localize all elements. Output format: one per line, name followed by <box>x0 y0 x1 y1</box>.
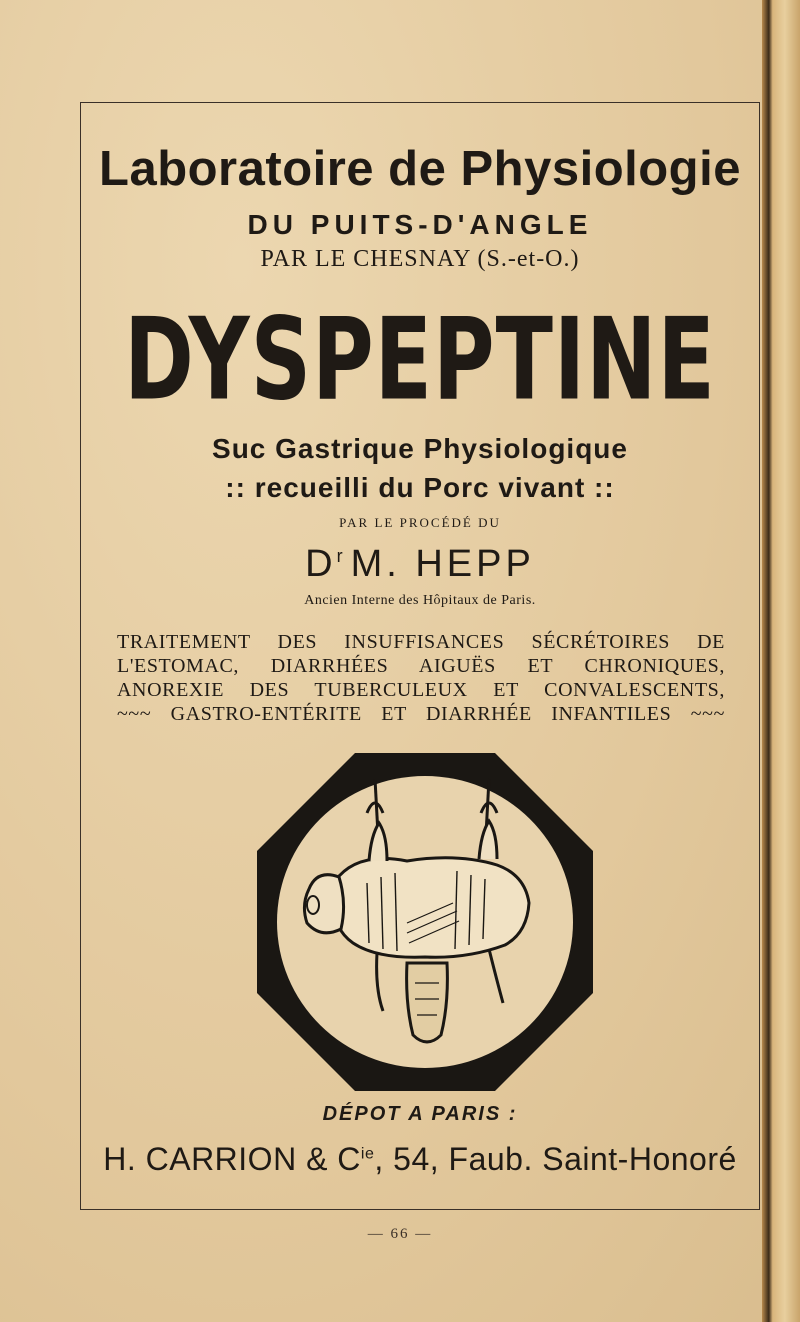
depot-company-sup: ie <box>360 1145 375 1163</box>
process-label: PAR LE PROCÉDÉ DU <box>339 515 501 530</box>
doctor-title: Ancien Interne des Hôpitaux de Paris. <box>304 593 536 608</box>
depot-address <box>81 1141 759 1178</box>
indication-line: TRAITEMENT DES INSUFFISANCES SÉCRÉTOIRES DE <box>117 631 725 653</box>
page-number: — 66 — <box>367 1226 433 1242</box>
product-origin: :: recueilli du Porc vivant :: <box>225 472 615 503</box>
product-description: Suc Gastrique Physiologique <box>212 433 628 464</box>
indication-line: L'ESTOMAC, DIARRHÉES AIGUËS ET CHRONIQUES, <box>117 655 725 677</box>
laboratory-location: DU PUITS-D'ANGLE <box>247 209 593 240</box>
doctor-name <box>81 543 759 586</box>
doctor-surname: M. HEPP <box>350 543 535 585</box>
suspended-pig-illustration-icon <box>257 753 593 1091</box>
depot-company: H. CARRION & C <box>103 1141 361 1177</box>
product-name: DYSPEPTINE <box>124 293 716 426</box>
indication-line: ~~~ GASTRO-ENTÉRITE ET DIARRHÉE INFANTILES ~~~ <box>117 703 725 725</box>
laboratory-title: Laboratoire de Physiologie <box>99 142 741 196</box>
depot-street: , 54, Faub. Saint-Honoré <box>374 1141 737 1177</box>
doctor-prefix: D <box>305 543 337 585</box>
page-binding-edge <box>762 0 800 1322</box>
doctor-prefix-sup: r <box>336 546 343 567</box>
indications-text <box>117 630 725 726</box>
advertisement-frame <box>80 102 760 1210</box>
indication-line: ANOREXIE DES TUBERCULEUX ET CONVALESCENTS, <box>117 679 725 701</box>
laboratory-address: PAR LE CHESNAY (S.-et-O.) <box>260 246 580 272</box>
depot-label: DÉPOT A PARIS : <box>322 1103 518 1125</box>
